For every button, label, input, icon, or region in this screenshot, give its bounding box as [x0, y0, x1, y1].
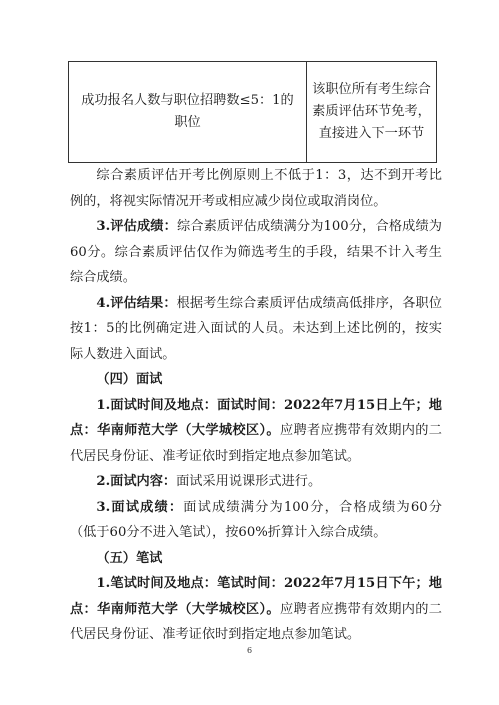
interview-heading: （四）面试 [96, 372, 163, 387]
interview-content-paragraph [70, 469, 442, 495]
interview-score-text: 面试成绩满分为100分，合格成绩为60分（低于60分不进入笔试），按60%折算计入综合成绩。 [70, 499, 442, 540]
result-paragraph [70, 291, 442, 368]
interview-time-text: 应聘者应携带有效期内的二代居民身份证、准考证依时到指定地点参加笔试。 [70, 423, 442, 464]
score-text: 综合素质评估成绩满分为100分，合格成绩为60分。综合素质评估仅作为筛选考生的手段，结果不计入考生综合成绩。 [70, 219, 442, 285]
written-test-heading: （五）笔试 [96, 550, 163, 566]
table-condition-cell: 成功报名人数与职位招聘数≤5：1的职位 [69, 62, 307, 162]
result-text: 根据考生综合素质评估成绩高低排序，各职位按1：5的比例确定进入面试的人员。未达到上述比例的，按实际人数进入面试。 [70, 295, 442, 362]
interview-time-label: 1.面试时间及地点：面试时间：2022年7月15日上午；地点：华南师范大学（大学城校区）。 [70, 397, 442, 438]
page-number: 6 [246, 646, 253, 655]
interview-score-label: 3.面试成绩： [96, 499, 184, 515]
score-paragraph [70, 214, 442, 291]
interview-score-paragraph [70, 495, 442, 546]
written-time-label: 1.笔试时间及地点：笔试时间：2022年7月15日下午；地点：华南师范大学（大学城校区）。 [70, 576, 442, 617]
result-label: 4.评估结果： [96, 295, 177, 311]
score-label: 3.评估成绩： [96, 219, 177, 234]
interview-content-text: 面试采用说课形式进行。 [176, 474, 322, 489]
ratio-paragraph: 综合素质评估开考比例原则上不低于1：3，达不到开考比例的，将视实际情况开考或相应减少岗位或取消岗位。 [70, 168, 442, 209]
eligibility-table [68, 61, 437, 163]
interview-content-label: 2.面试内容： [96, 474, 177, 489]
written-time-paragraph [70, 571, 442, 648]
interview-time-paragraph [70, 393, 442, 470]
document-body [70, 163, 442, 648]
table-result-cell: 该职位所有考生综合素质评估环节免考，直接进入下一环节 [312, 82, 431, 141]
written-time-text: 应聘者应携带有效期内的二代居民身份证、准考证依时到指定地点参加笔试。 [70, 601, 442, 642]
